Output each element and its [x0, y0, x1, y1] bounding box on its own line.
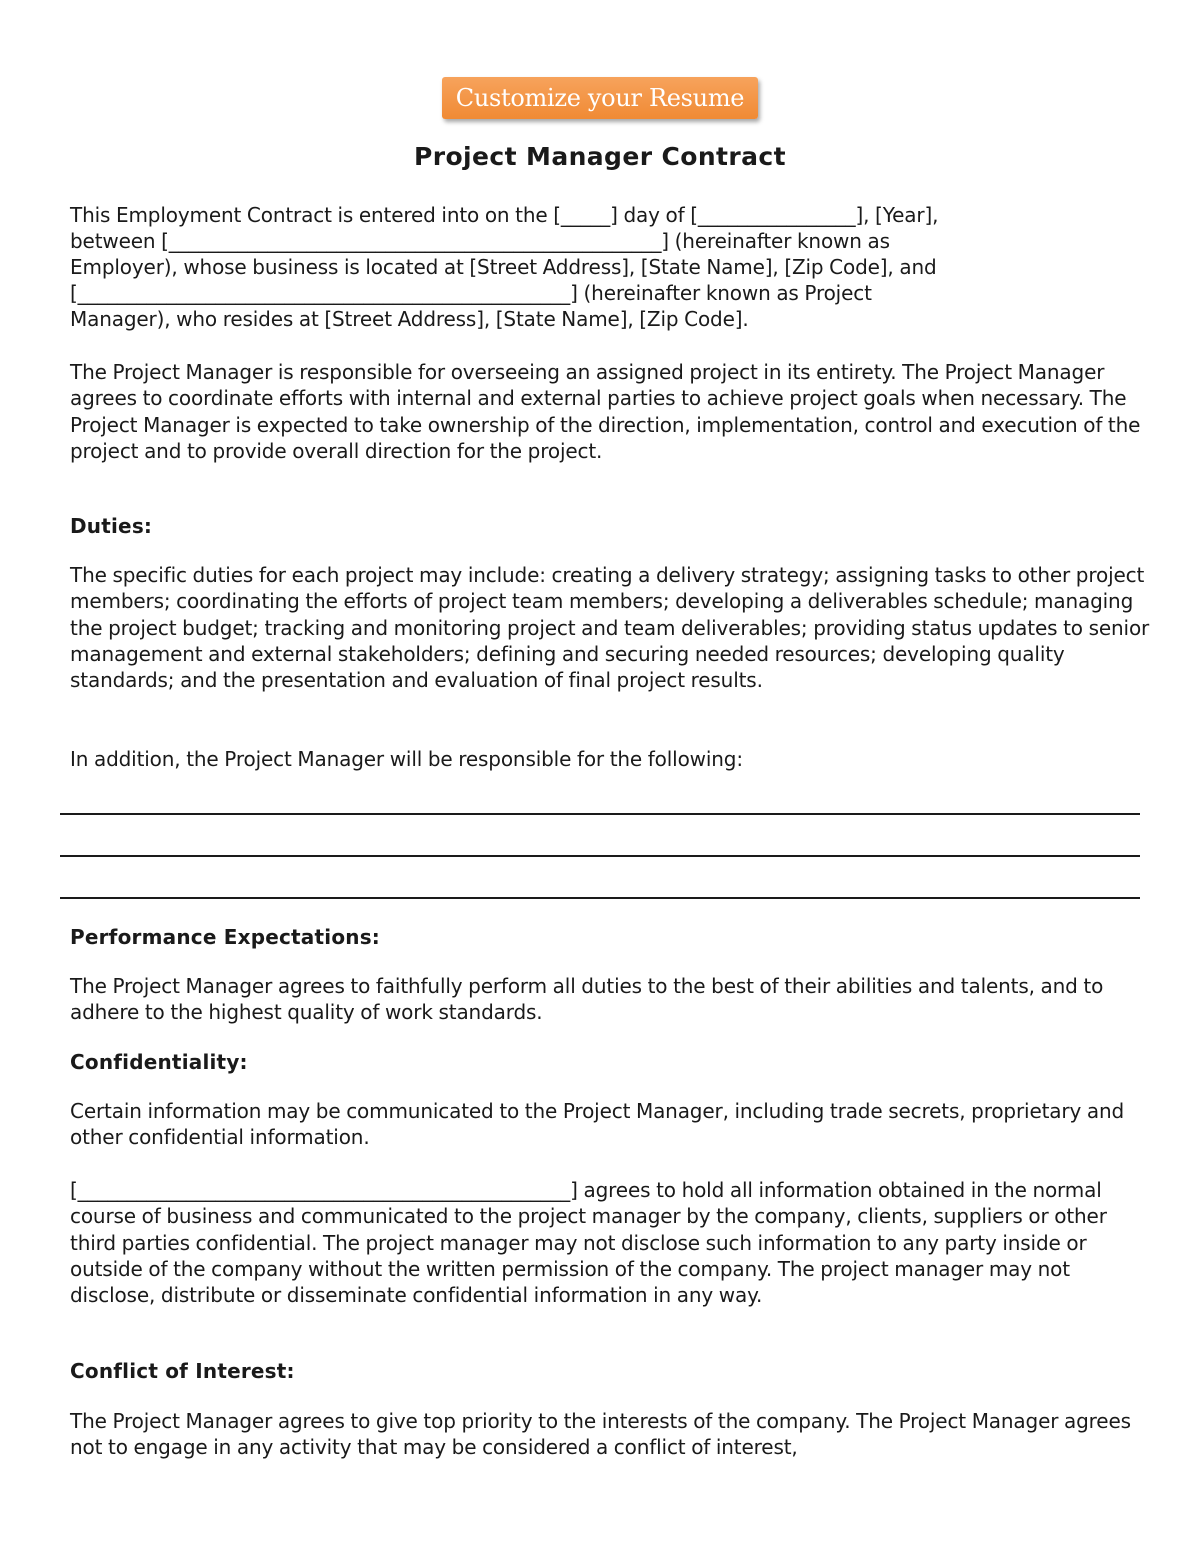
- document-title: Project Manager Contract: [414, 142, 786, 171]
- confidentiality-paragraph-1: Certain information may be communicated to the Project Manager, including trade secrets, proprietary and other confidential information.: [70, 1099, 1125, 1150]
- cta-container: [0, 77, 1200, 119]
- intro-line-2: between [__________________________________________________] (hereinafter known as: [70, 229, 890, 253]
- blank-line-2: [60, 855, 1140, 857]
- intro-line-4: [__________________________________________________] (hereinafter known as Project: [70, 281, 872, 305]
- intro-line-1: This Employment Contract is entered into on the [_____] day of [________________], [Year],: [70, 203, 939, 227]
- customize-resume-button[interactable]: Customize your Resume: [442, 77, 758, 119]
- blank-line-3: [60, 897, 1140, 899]
- confidentiality-heading: Confidentiality:: [70, 1050, 248, 1074]
- conflict-paragraph: The Project Manager agrees to give top priority to the interests of the company. The Project Manager agrees not to engage in any activity that may be considered a conflict of interest,: [70, 1409, 1131, 1460]
- blank-line-1: [60, 813, 1140, 815]
- duties-heading: Duties:: [70, 514, 153, 538]
- performance-heading: Performance Expectations:: [70, 925, 380, 949]
- responsibility-paragraph: The Project Manager is responsible for overseeing an assigned project in its entirety. The Project Manager agrees to coordinate efforts with internal and external parties to achieve project goals when necessary. The Project Manager is expected to take ownership of the direction, implementation, control and execution of the project and to provide overall direction for the project.: [70, 360, 1141, 463]
- additional-paragraph: In addition, the Project Manager will be responsible for the following:: [70, 747, 743, 771]
- intro-line-5: Manager), who resides at [Street Address], [State Name], [Zip Code].: [70, 307, 749, 331]
- conflict-heading: Conflict of Interest:: [70, 1359, 295, 1383]
- intro-line-3: Employer), whose business is located at [Street Address], [State Name], [Zip Code], and: [70, 255, 937, 279]
- duties-paragraph: The specific duties for each project may include: creating a delivery strategy; assigning tasks to other project members; coordinating the efforts of project team members; developing a deliverables schedule; managing the project budget; tracking and monitoring project and team deliverables; providing status updates to senior management and external stakeholders; defining and securing needed resources; developing quality standards; and the presentation and evaluation of final project results.: [70, 563, 1150, 693]
- confidentiality-paragraph-2: [__________________________________________________] agrees to hold all information obtained in the normal course of business and communicated to the project manager by the company, clients, suppliers or other third parties confidential. The project manager may not disclose such information to any party inside or outside of the company without the written permission of the company. The project manager may not disclose, distribute or disseminate confidential information in any way.: [70, 1178, 1107, 1308]
- performance-paragraph: The Project Manager agrees to faithfully perform all duties to the best of their abilities and talents, and to adhere to the highest quality of work standards.: [70, 974, 1104, 1025]
